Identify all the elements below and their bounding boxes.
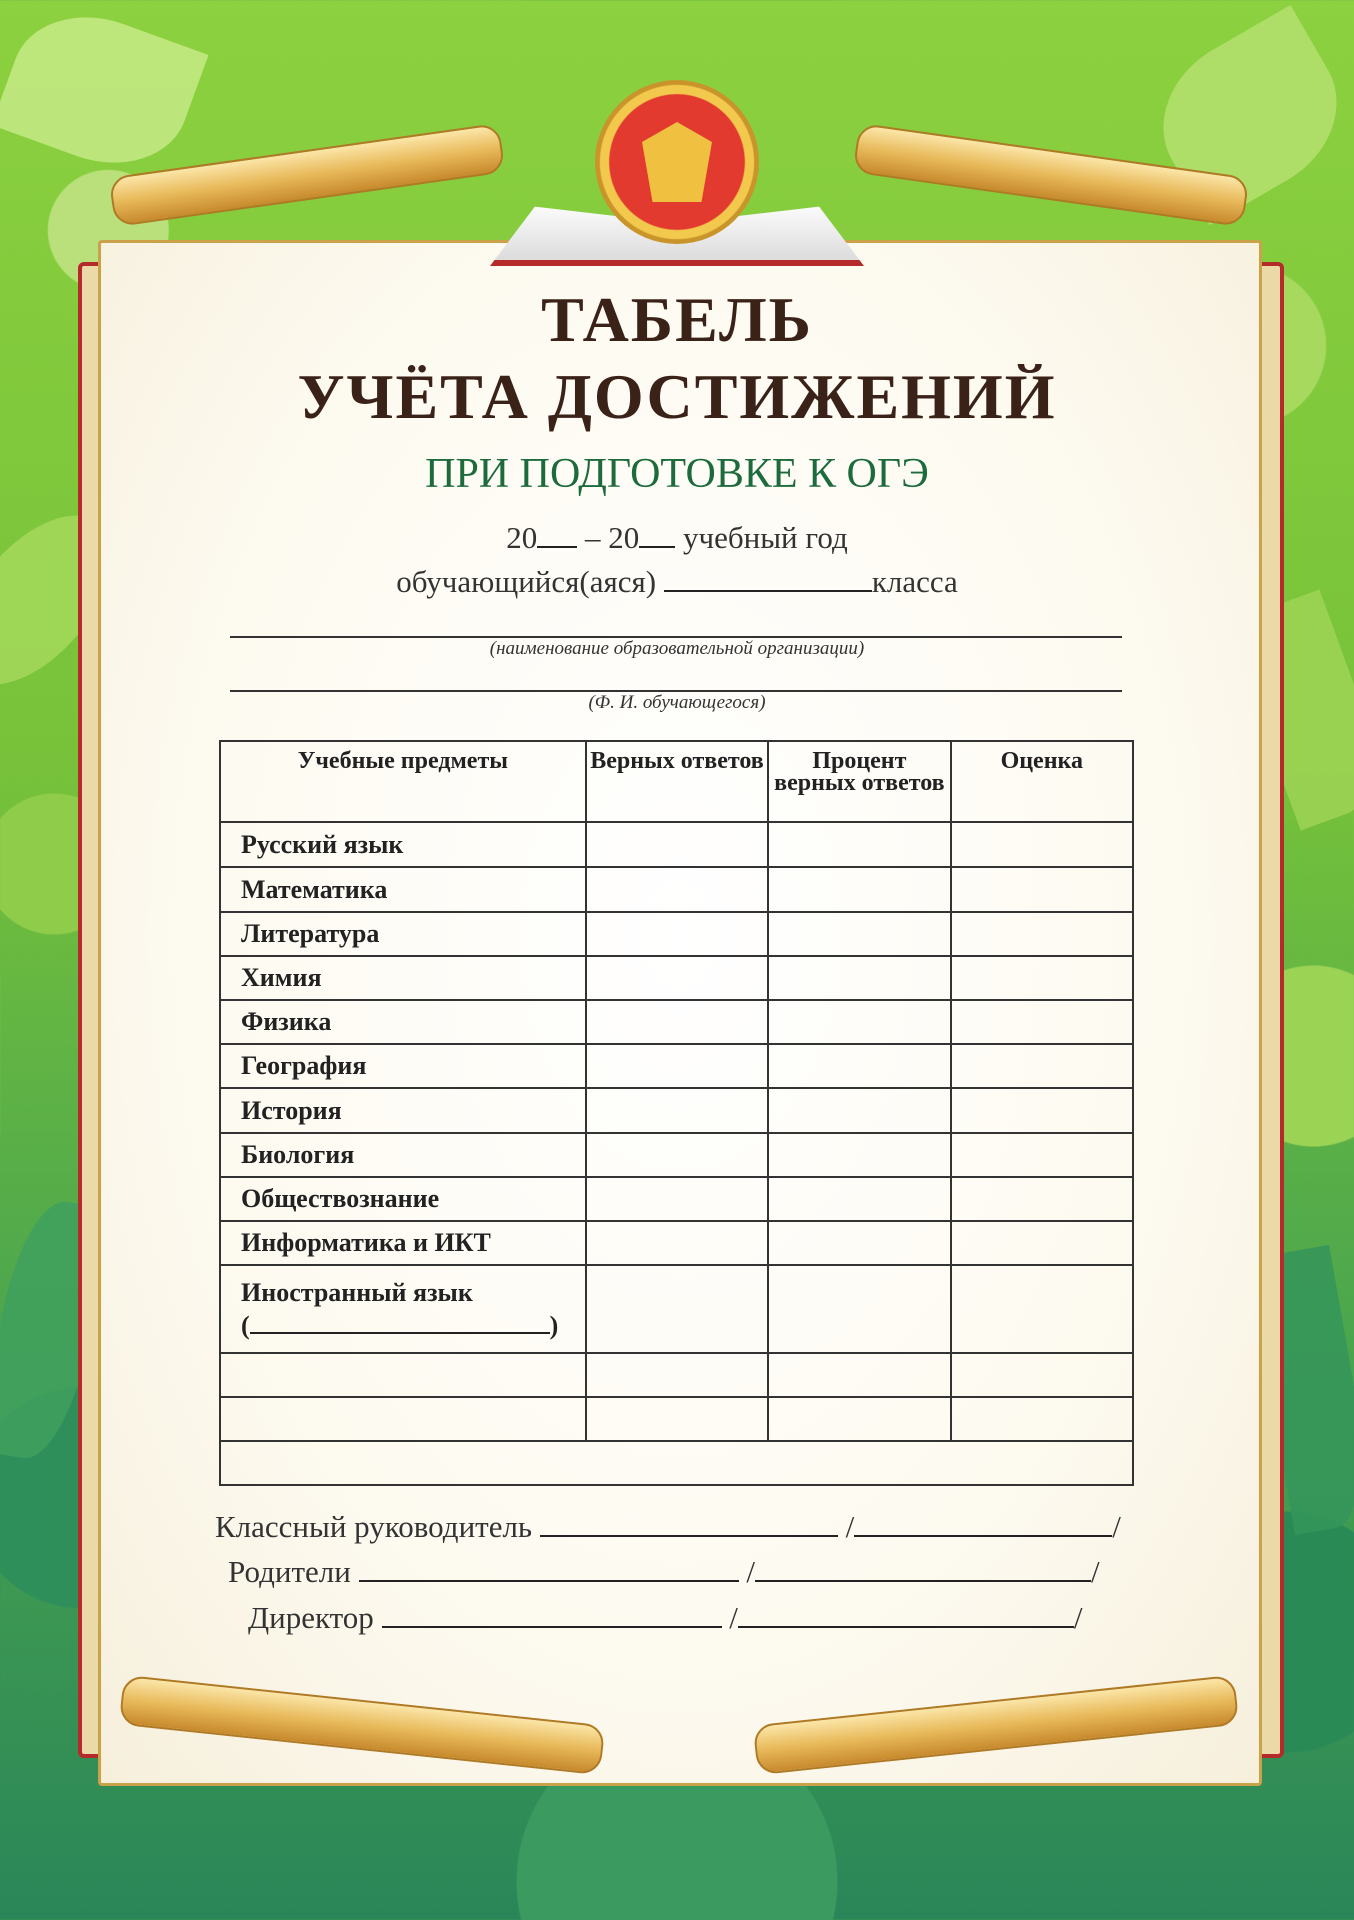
- slash: /: [746, 1554, 755, 1589]
- school-year-line: [0, 518, 1354, 556]
- signature-teacher: [215, 1505, 1121, 1545]
- parents-signature-blank[interactable]: [359, 1550, 739, 1582]
- title-line-2: УЧЁТА ДОСТИЖЕНИЙ: [297, 361, 1057, 432]
- correct-cell[interactable]: [586, 956, 768, 1000]
- signature-director: [248, 1596, 1083, 1636]
- director-label: Директор: [248, 1600, 374, 1635]
- percent-cell[interactable]: [768, 1221, 950, 1265]
- class-blank[interactable]: [664, 562, 872, 592]
- year-dash: – 20: [585, 520, 640, 555]
- slash: /: [1090, 1554, 1100, 1589]
- correct-cell[interactable]: [586, 1133, 768, 1177]
- table-row: [220, 912, 1133, 956]
- percent-cell[interactable]: [768, 1177, 950, 1221]
- header-grade: Оценка: [951, 741, 1133, 822]
- subject-name: География: [220, 1044, 586, 1088]
- table-row: [220, 1044, 1133, 1088]
- grade-cell[interactable]: [951, 1088, 1133, 1133]
- grade-cell[interactable]: [951, 1265, 1133, 1353]
- bracket-close: ): [549, 1310, 559, 1340]
- percent-cell[interactable]: [768, 956, 950, 1000]
- table-row: [220, 822, 1133, 867]
- correct-cell[interactable]: [586, 1397, 768, 1441]
- subject-name-empty[interactable]: [220, 1353, 586, 1397]
- name-caption: (Ф. И. обучающегося): [588, 692, 766, 713]
- foreign-language-cell: [220, 1265, 586, 1353]
- title-line-1: ТАБЕЛЬ: [541, 284, 813, 355]
- subject-name: Биология: [220, 1133, 586, 1177]
- subject-name: Информатика и ИКТ: [220, 1221, 586, 1265]
- results-table: [219, 740, 1134, 1486]
- table-row: [220, 1353, 1133, 1397]
- org-caption: (наименование образовательной организации): [489, 638, 865, 659]
- grade-cell[interactable]: [951, 1044, 1133, 1088]
- grade-cell[interactable]: [951, 912, 1133, 956]
- percent-cell[interactable]: [768, 1133, 950, 1177]
- correct-cell[interactable]: [586, 1088, 768, 1133]
- table-row: [220, 1221, 1133, 1265]
- table-row: [220, 1000, 1133, 1044]
- eagle-emblem-icon: [642, 122, 712, 202]
- correct-cell[interactable]: [586, 1000, 768, 1044]
- table-header-row: [220, 741, 1133, 822]
- slash: /: [1112, 1509, 1121, 1544]
- bracket-open: (: [241, 1310, 250, 1340]
- table-row: [220, 1088, 1133, 1133]
- director-name-blank[interactable]: [738, 1596, 1074, 1628]
- subject-name: Химия: [220, 956, 586, 1000]
- year-start-blank[interactable]: [537, 518, 577, 548]
- director-signature-blank[interactable]: [382, 1596, 722, 1628]
- subject-name: Математика: [220, 867, 586, 912]
- correct-cell[interactable]: [586, 1177, 768, 1221]
- subject-name: Обществознание: [220, 1177, 586, 1221]
- foreign-language-specify: [241, 1308, 584, 1341]
- correct-cell[interactable]: [586, 822, 768, 867]
- percent-cell[interactable]: [768, 1088, 950, 1133]
- grade-cell[interactable]: [951, 1397, 1133, 1441]
- correct-cell[interactable]: [586, 912, 768, 956]
- subtitle: ПРИ ПОДГОТОВКЕ К ОГЭ: [425, 451, 929, 497]
- table-row: [220, 1133, 1133, 1177]
- foreign-language-blank[interactable]: [250, 1308, 550, 1334]
- teacher-label: Классный руководитель: [215, 1509, 533, 1544]
- subject-name: История: [220, 1088, 586, 1133]
- class-label: класса: [871, 564, 958, 599]
- subject-name-empty[interactable]: [220, 1397, 586, 1441]
- grade-cell[interactable]: [951, 956, 1133, 1000]
- teacher-name-blank[interactable]: [854, 1505, 1112, 1537]
- grade-cell[interactable]: [951, 1353, 1133, 1397]
- percent-cell[interactable]: [768, 1397, 950, 1441]
- slash: /: [1073, 1600, 1083, 1635]
- percent-cell[interactable]: [768, 822, 950, 867]
- table-row: [220, 1177, 1133, 1221]
- year-suffix: учебный год: [683, 520, 848, 555]
- correct-cell[interactable]: [586, 1221, 768, 1265]
- percent-cell[interactable]: [768, 912, 950, 956]
- percent-cell[interactable]: [768, 1353, 950, 1397]
- year-end-blank[interactable]: [639, 518, 675, 548]
- subject-name: Русский язык: [220, 822, 586, 867]
- correct-cell[interactable]: [586, 1353, 768, 1397]
- grade-cell[interactable]: [951, 1133, 1133, 1177]
- correct-cell[interactable]: [586, 1265, 768, 1353]
- coat-of-arms-icon: [595, 80, 759, 244]
- table-row: [220, 867, 1133, 912]
- table-row: [220, 1441, 1133, 1485]
- year-prefix: 20: [506, 520, 538, 555]
- parents-label: Родители: [228, 1554, 351, 1589]
- student-class-line: [0, 562, 1354, 600]
- grade-cell[interactable]: [951, 867, 1133, 912]
- correct-cell[interactable]: [586, 867, 768, 912]
- notes-cell[interactable]: [220, 1441, 1133, 1485]
- slash: /: [729, 1600, 738, 1635]
- grade-cell[interactable]: [951, 822, 1133, 867]
- grade-cell[interactable]: [951, 1000, 1133, 1044]
- table-row: [220, 1397, 1133, 1441]
- table-row: [220, 956, 1133, 1000]
- subject-name: Литература: [220, 912, 586, 956]
- signature-parents: [228, 1550, 1100, 1590]
- student-prefix: обучающийся(аяся): [396, 564, 657, 599]
- parents-name-blank[interactable]: [755, 1550, 1091, 1582]
- table-row: [220, 1265, 1133, 1353]
- header-correct-answers: Верных ответов: [586, 741, 768, 822]
- percent-cell[interactable]: [768, 867, 950, 912]
- subject-name: Физика: [220, 1000, 586, 1044]
- slash: /: [845, 1509, 855, 1544]
- percent-cell[interactable]: [768, 1265, 950, 1353]
- teacher-signature-blank[interactable]: [540, 1505, 838, 1537]
- leaf-decoration: [0, 0, 209, 187]
- subject-name: Иностранный язык: [241, 1277, 473, 1307]
- header-percent-correct: Процент верных ответов: [768, 741, 950, 822]
- percent-cell[interactable]: [768, 1044, 950, 1088]
- correct-cell[interactable]: [586, 1044, 768, 1088]
- grade-cell[interactable]: [951, 1221, 1133, 1265]
- percent-cell[interactable]: [768, 1000, 950, 1044]
- header-subjects: Учебные предметы: [220, 741, 586, 822]
- grade-cell[interactable]: [951, 1177, 1133, 1221]
